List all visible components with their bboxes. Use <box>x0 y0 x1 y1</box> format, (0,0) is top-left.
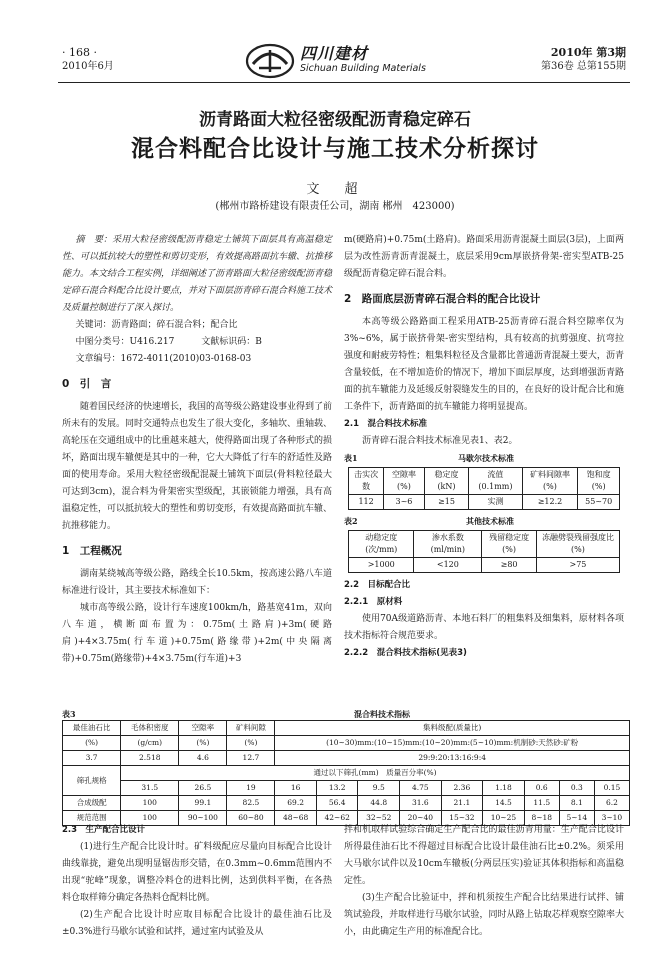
subsection-2-2-2: 2.2.2 混合料技术指标(见表3) <box>344 648 467 658</box>
table-cell: 55~70 <box>578 495 620 510</box>
table-cell: (%) <box>179 736 227 751</box>
table-cell: 15~32 <box>441 811 483 826</box>
table3-title: 混合料技术指标 <box>354 709 410 719</box>
table-cell: 32~52 <box>358 811 400 826</box>
subsection-2-2: 2.2 目标配合比 <box>344 580 411 590</box>
author: 文 超 <box>306 182 364 197</box>
table2-data-row <box>349 558 620 573</box>
table-cell: 12.7 <box>227 751 275 766</box>
design-paragraph: 本高等级公路路面工程采用ATB-25沥青碎石混合料空隙率仅为3%~6%，属于嵌挤骨架-密实型结构，具有较高的抗剪强度、抗弯拉强度和耐疲劳特性；粗集料粒径及含量都比普通沥青混凝土要大，沥青含量较低，在不增加造价的情况下，增加下面层厚度，达到增强沥青路面的抗车辙能力及延缓反射裂缝发生的目的，在良好的设计配合比和施工条件下，沥青路面的抗车辙能力将明显提高。 <box>344 317 624 412</box>
table-cell: ≥15 <box>424 495 468 510</box>
table-cell: 90~100 <box>179 811 227 826</box>
table2-other-standards <box>348 530 620 573</box>
subsection-2-3: 2.3 生产配合比设计 <box>62 825 146 835</box>
production-paragraph-1: (1)进行生产配合比设计时。矿料级配应尽量向目标配合比设计曲线靠拢，避免出现明显锯齿形交错，在0.3mm~0.6mm范围内不出现“驼峰”现象，调整冷料仓的进料比例，达到供料平衡，在各热料仓取样筛分确定各热料仓配料比例。 <box>62 842 332 903</box>
table-cell: 0.6 <box>524 781 559 796</box>
table-cell: 1.18 <box>483 781 525 796</box>
journal-name-cn: 四川建材 <box>300 44 369 63</box>
table2-number: 表2 <box>344 516 358 526</box>
table2-header-row <box>349 531 620 558</box>
table-cell: 合成级配 <box>63 796 121 811</box>
bottom-left-column <box>62 822 332 941</box>
table-cell: 3~10 <box>594 811 629 826</box>
table-cell: 21.1 <box>441 796 483 811</box>
table-cell: 毛体积密度 <box>121 721 179 736</box>
production-paragraph-cont: 拌和机取样试验综合确定生产配合比的最佳沥青用量：生产配合比设计所得最佳油石比不得超过目标配合比设计最佳油石比±0.2%。须采用大马歇尔试件以及10cm车辙板(分两层压实)验证其体积指标和高温稳定性。 <box>344 825 624 886</box>
page-number: · 168 · <box>62 46 97 59</box>
table-cell: 击实次数 <box>349 468 384 495</box>
continued-paragraph: m(硬路肩)+0.75m(土路肩)。路面采用沥青混凝土面层(3层)，上面两层为改性沥青沥青混凝土，底层采用9cm厚嵌挤骨架-密实型ATB-25级配沥青稳定碎石混合料。 <box>344 235 624 279</box>
table2-caption <box>344 513 624 530</box>
clc-number: 中图分类号：U416.217 文献标识码：B <box>75 337 262 347</box>
table-cell: 112 <box>349 495 384 510</box>
table-cell: 筛孔规格 <box>63 766 121 796</box>
table-cell: 31.6 <box>400 796 442 811</box>
table-cell: 13.2 <box>316 781 358 796</box>
table-cell: 2.518 <box>121 751 179 766</box>
table2-title: 其他技术标准 <box>466 516 514 526</box>
issue-volume: 第36卷 总第155期 <box>541 61 626 73</box>
title-line-2: 混合料配合比设计与施工技术分析探讨 <box>131 136 539 162</box>
table-cell: 集料级配(质量比) <box>275 721 630 736</box>
table-cell: 82.5 <box>227 796 275 811</box>
table-cell: 5~14 <box>559 811 594 826</box>
table-cell: 6.2 <box>594 796 629 811</box>
table-cell: 8.1 <box>559 796 594 811</box>
table-cell: 100 <box>121 811 179 826</box>
issue-year: 2010年 第3期 <box>550 46 626 59</box>
table-cell: 0.15 <box>594 781 629 796</box>
table-cell: 动稳定度(次/mm) <box>349 531 414 558</box>
table-cell: <120 <box>414 558 482 573</box>
table-cell: 60~80 <box>227 811 275 826</box>
table-cell: >1000 <box>349 558 414 573</box>
table-cell: 11.5 <box>524 796 559 811</box>
table-cell: 56.4 <box>316 796 358 811</box>
header-left <box>62 46 114 73</box>
abstract: 摘 要：采用大粒径密级配沥青稳定土铺筑下面层具有高温稳定性、可以抵抗较大的塑性和剪切变形，有效提高路面抗车辙、抗推移能力。本文结合工程实例，详细阐述了沥青路面大粒径密级配沥青稳定碎石混合料配合比设计要点，并对下面层沥青碎石混合料施工技术及质量控制进行了深入探讨。 <box>62 235 333 313</box>
table-cell: 2.36 <box>441 781 483 796</box>
table-cell: ≥80 <box>482 558 537 573</box>
bottom-right-column <box>344 822 624 941</box>
table-cell: 矿料间隙 <box>227 721 275 736</box>
materials-paragraph: 使用70A级道路沥青、本地石料厂的粗集料及细集料，原材料各项技术指标符合规范要求。 <box>344 614 624 641</box>
header-right <box>541 46 626 73</box>
table-cell: 3~6 <box>384 495 425 510</box>
table-cell: 31.5 <box>121 781 179 796</box>
section-heading-intro: 0 引 言 <box>62 378 112 390</box>
table-cell: 稳定度(kN) <box>424 468 468 495</box>
table-cell: ≥12.2 <box>522 495 578 510</box>
right-column <box>344 232 624 662</box>
table-cell: 20~40 <box>400 811 442 826</box>
table-cell: 0.3 <box>559 781 594 796</box>
standards-intro: 沥青碎石混合料技术标准见表1、表2。 <box>362 436 518 446</box>
table-cell: 48~68 <box>275 811 317 826</box>
table1-caption <box>344 450 624 467</box>
table-cell: (10~30)mm:(10~15)mm:(10~20)mm:(5~10)mm:机制砂:天然砂:矿粉 <box>275 736 630 751</box>
overview-paragraph-2: 城市高等级公路，设计行车速度100km/h，路基宽41m，双向八车道，横断面布置为：0.75m(土路肩)+3m(硬路肩)+4×3.75m(行车道)+0.75m(路缘带)+2m(中央隔离带)+0.75m(路缘带)+4×3.75m(行车道)+3 <box>62 603 332 664</box>
table-cell: 流值(0.1mm) <box>469 468 522 495</box>
table-cell: 最佳油石比 <box>63 721 121 736</box>
table-cell: (%) <box>63 736 121 751</box>
table-cell: 通过以下筛孔(mm) 质量百分率(%) <box>121 766 630 781</box>
table1-title: 马歇尔技术标准 <box>458 453 514 463</box>
table1-number: 表1 <box>344 453 358 463</box>
table3-sieve-row <box>63 781 630 796</box>
table-cell: 4.75 <box>400 781 442 796</box>
table3-block <box>62 708 630 826</box>
journal-name-en: Sichuan Building Materials <box>300 63 426 74</box>
keywords: 关键词：沥青路面；碎石混合料；配合比 <box>75 320 238 330</box>
table-cell: 9.5 <box>358 781 400 796</box>
table3-data-row <box>63 751 630 766</box>
table-cell: 实测 <box>469 495 522 510</box>
section-heading-overview: 1 工程概况 <box>62 545 122 557</box>
table-cell: 3.7 <box>63 751 121 766</box>
subsection-2-2-1: 2.2.1 原材料 <box>344 597 403 607</box>
intro-paragraph: 随着国民经济的快速增长，我国的高等级公路建设事业得到了前所未有的发展。同时交通特点也发生了很大变化，多轴坎、重轴载、高轮压在交通组成中的比重越来越大，使得路面出现了各种形式的损坏，路面出现车辙便是其中的一种，它大大降低了行车的舒适性及路面的使用寿命。采用大粒径密级配混凝土铺筑下面层(骨料粒径最大可达到3cm)，混合料为骨架密实型级配，其嵌锁能力增强，具有高温稳定性，可以抵抗较大的塑性和剪切变形，有效提高路面抗车辙、抗推移能力。 <box>62 402 333 531</box>
section-heading-design: 2 路面底层沥青碎石混合料的配合比设计 <box>344 293 541 305</box>
table-cell: 99.1 <box>179 796 227 811</box>
table-cell: 44.8 <box>358 796 400 811</box>
table-cell: 4.6 <box>179 751 227 766</box>
title-line-1: 沥青路面大粒径密级配沥青稳定碎石 <box>199 110 471 130</box>
table-cell: 规范范围 <box>63 811 121 826</box>
publication-date: 2010年6月 <box>62 61 114 73</box>
production-paragraph-2: (2)生产配合比设计时应取目标配合比设计的最佳油石比及±0.3%进行马歇尔试验和试拌，通过室内试验及从 <box>62 910 332 937</box>
table-cell: 8~18 <box>524 811 559 826</box>
table1-marshall <box>348 467 620 510</box>
table-cell: 16 <box>275 781 317 796</box>
article-id: 文章编号：1672-4011(2010)03-0168-03 <box>75 354 252 364</box>
overview-paragraph-1: 湖南某绕城高等级公路，路线全长10.5km，按高速公路八车道标准进行设计，其主要技术标准如下： <box>62 569 332 596</box>
table-cell: 10~25 <box>483 811 525 826</box>
table-cell: 69.2 <box>275 796 317 811</box>
table-cell: 渗水系数(ml/min) <box>414 531 482 558</box>
production-paragraph-3: (3)生产配合比验证中，拌和机须按生产配合比结果进行试拌、铺筑试验段，并取样进行马歇尔试验，同时从路上钻取芯样观察空隙率大小，由此确定生产用的标准配合比。 <box>344 893 624 937</box>
table-cell: (g/cm) <box>121 736 179 751</box>
header-rule <box>58 82 630 83</box>
table-cell: 矿料间隙率(%) <box>522 468 578 495</box>
table-cell: >75 <box>536 558 619 573</box>
table-cell: 26.5 <box>179 781 227 796</box>
table-cell: 14.5 <box>483 796 525 811</box>
table-cell: 冻融劈裂残留强度比(%) <box>536 531 619 558</box>
table3-mix-indices <box>62 720 630 826</box>
table-cell: (%) <box>227 736 275 751</box>
table1-data-row <box>349 495 620 510</box>
table-cell: 100 <box>121 796 179 811</box>
table3-number: 表3 <box>62 709 76 719</box>
table-cell: 42~62 <box>316 811 358 826</box>
table3-caption <box>62 708 630 720</box>
table-cell: 残留稳定度(%) <box>482 531 537 558</box>
left-column <box>62 232 332 668</box>
table-cell: 19 <box>227 781 275 796</box>
table-cell: 空隙率(%) <box>384 468 425 495</box>
subsection-2-1: 2.1 混合料技术标准 <box>344 419 428 429</box>
table3-header-row-2 <box>63 736 630 751</box>
table1-header-row <box>349 468 620 495</box>
table-cell: 饱和度(%) <box>578 468 620 495</box>
table-cell: 29:9:20:13:16:9:4 <box>275 751 630 766</box>
table3-mix-row <box>63 796 630 811</box>
table3-header-row-1 <box>63 721 630 736</box>
journal-logo-icon <box>245 42 295 80</box>
affiliation: (郴州市路桥建设有限责任公司，湖南 郴州 423000) <box>215 201 455 212</box>
table3-sieve-label-row <box>63 766 630 781</box>
table-cell: 空隙率 <box>179 721 227 736</box>
